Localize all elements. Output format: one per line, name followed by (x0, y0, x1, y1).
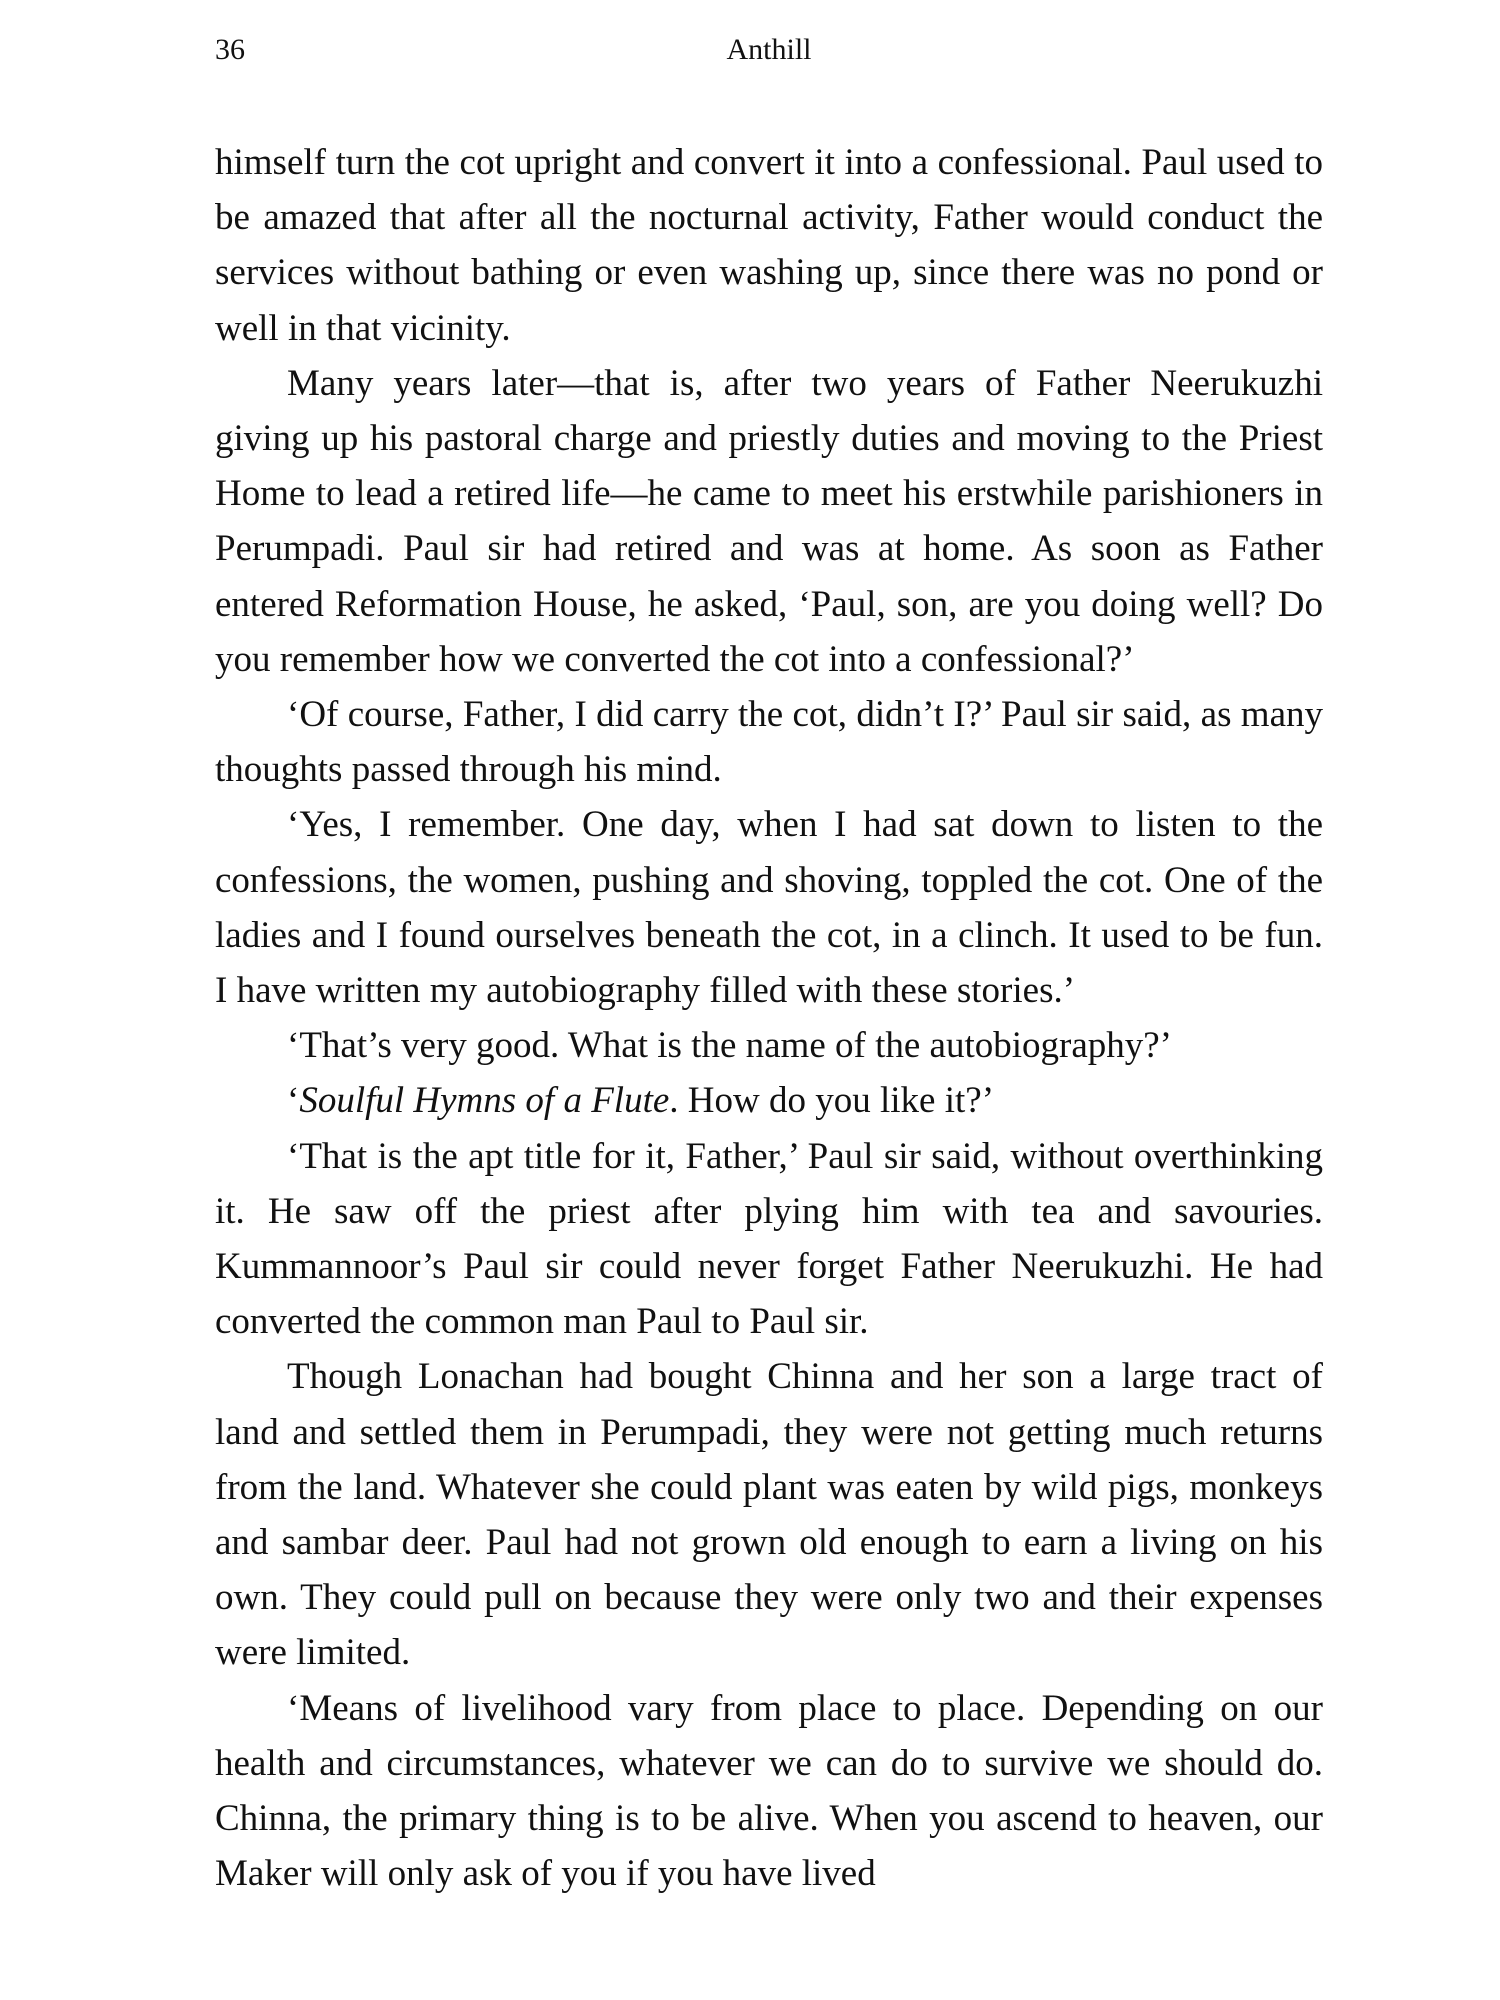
paragraph-8: Though Lonachan had bought Chinna and her son a large tract of land and settled them in Perumpadi, they were not getting much returns from the land. Whatever she could plant was eaten by wild pigs, monkeys and sambar deer. Paul had not grown old enough to earn a living on his own. They could pull on because they were only two and their expenses were limited. (215, 1356, 1323, 1674)
paragraph-9: ‘Means of livelihood vary from place to place. Depending on our health and circumstances, whatever we can do to survive we should do. Chinna, the primary thing is to be alive. When you ascend to heaven, our Maker will only ask of you if you have lived (215, 1687, 1323, 1895)
page-header (215, 28, 1323, 72)
page-number: 36 (215, 33, 245, 66)
paragraph-5: ‘That’s very good. What is the name of the autobiography?’ (287, 1025, 1173, 1067)
paragraph-3: ‘Of course, Father, I did carry the cot, didn’t I?’ Paul sir said, as many thoughts passed through his mind. (215, 694, 1323, 791)
paragraph-4: ‘Yes, I remember. One day, when I had sat down to listen to the confessions, the women, pushing and shoving, toppled the cot. One of the ladies and I found ourselves beneath the cot, in a clinch. It used to be fun. I have written my autobiography filled with these stories.’ (215, 804, 1323, 1012)
paragraph-1: himself turn the cot upright and convert it into a confessional. Paul used to be amazed that after all the nocturnal activity, Father would conduct the services without bathing or even washing up, since there was no pond or well in that vicinity. (215, 142, 1323, 349)
paragraph-6-rest: . How do you like it?’ (669, 1080, 995, 1122)
paragraph-6-open-quote: ‘ (287, 1080, 300, 1122)
book-title-italic: Soulful Hymns of a Flute (299, 1080, 670, 1122)
paragraph-6 (215, 1073, 1323, 1128)
paragraph-7: ‘That is the apt title for it, Father,’ Paul sir said, without overthinking it. He saw off the priest after plying him with tea and savouries. Kummannoor’s Paul sir could never forget Father Neerukuzhi. He had converted the common man Paul to Paul sir. (215, 1135, 1323, 1343)
body-text (215, 135, 1323, 1902)
running-title: Anthill (726, 33, 812, 66)
paragraph-2: Many years later—that is, after two years of Father Neerukuzhi giving up his pastoral charge and priestly duties and moving to the Priest Home to lead a retired life—he came to meet his erstwhile parishioners in Perumpadi. Paul sir had retired and was at home. As soon as Father entered Reformation House, he asked, ‘Paul, son, are you doing well? Do you remember how we converted the cot into a confessional?’ (215, 362, 1323, 680)
